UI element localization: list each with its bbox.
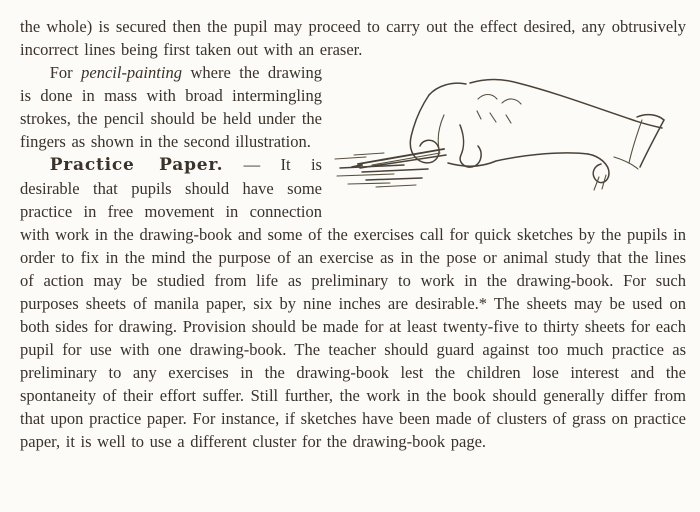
hand-holding-pencil-illustration-icon bbox=[332, 73, 684, 215]
paragraph-continuation: the whole) is secured then the pupil may proceed to carry out the effect desired, any obtrusively incorrect lines being first taken out with an eraser. bbox=[20, 17, 686, 59]
practice-paper-body: It is desirable that pupils should have some practice in free movement in connection with work in the drawing-book and some of the exercises call for quick sketches by the pupils in order to fix in the mind the purpose of an exercise as in the pose or animal study that the lines of action may be studied from life as preliminary to work in the drawing-book. For such purposes sheets of manila paper, six by nine inches are desirable.* The sheets may be used on both sides for drawing. Provision should be made for at least twenty-five to thirty sheets for each pupil for use with one drawing-book. The teacher should guard against too much practice as preliminary to any exercises in the drawing-book lest the children lose interest and the spontaneity of their effort suffer. Still further, the work in the book should generally differ from that upon practice paper. For instance, if sketches have been made of clusters of grass on practice paper, it is well to use a different cluster for the drawing-book page. bbox=[20, 155, 686, 451]
pencil-painting-rest: where the drawing is done in mass with broad intermingling strokes, the pencil should be held under the fingers as shown in the second illustration. bbox=[20, 63, 322, 151]
pencil-painting-lead: For bbox=[49, 63, 82, 82]
figure-hand-pencil bbox=[332, 61, 686, 220]
pencil-painting-term: pencil-painting bbox=[81, 63, 182, 82]
practice-paper-heading: Practice Paper. bbox=[49, 155, 224, 175]
em-dash: — bbox=[223, 155, 281, 174]
